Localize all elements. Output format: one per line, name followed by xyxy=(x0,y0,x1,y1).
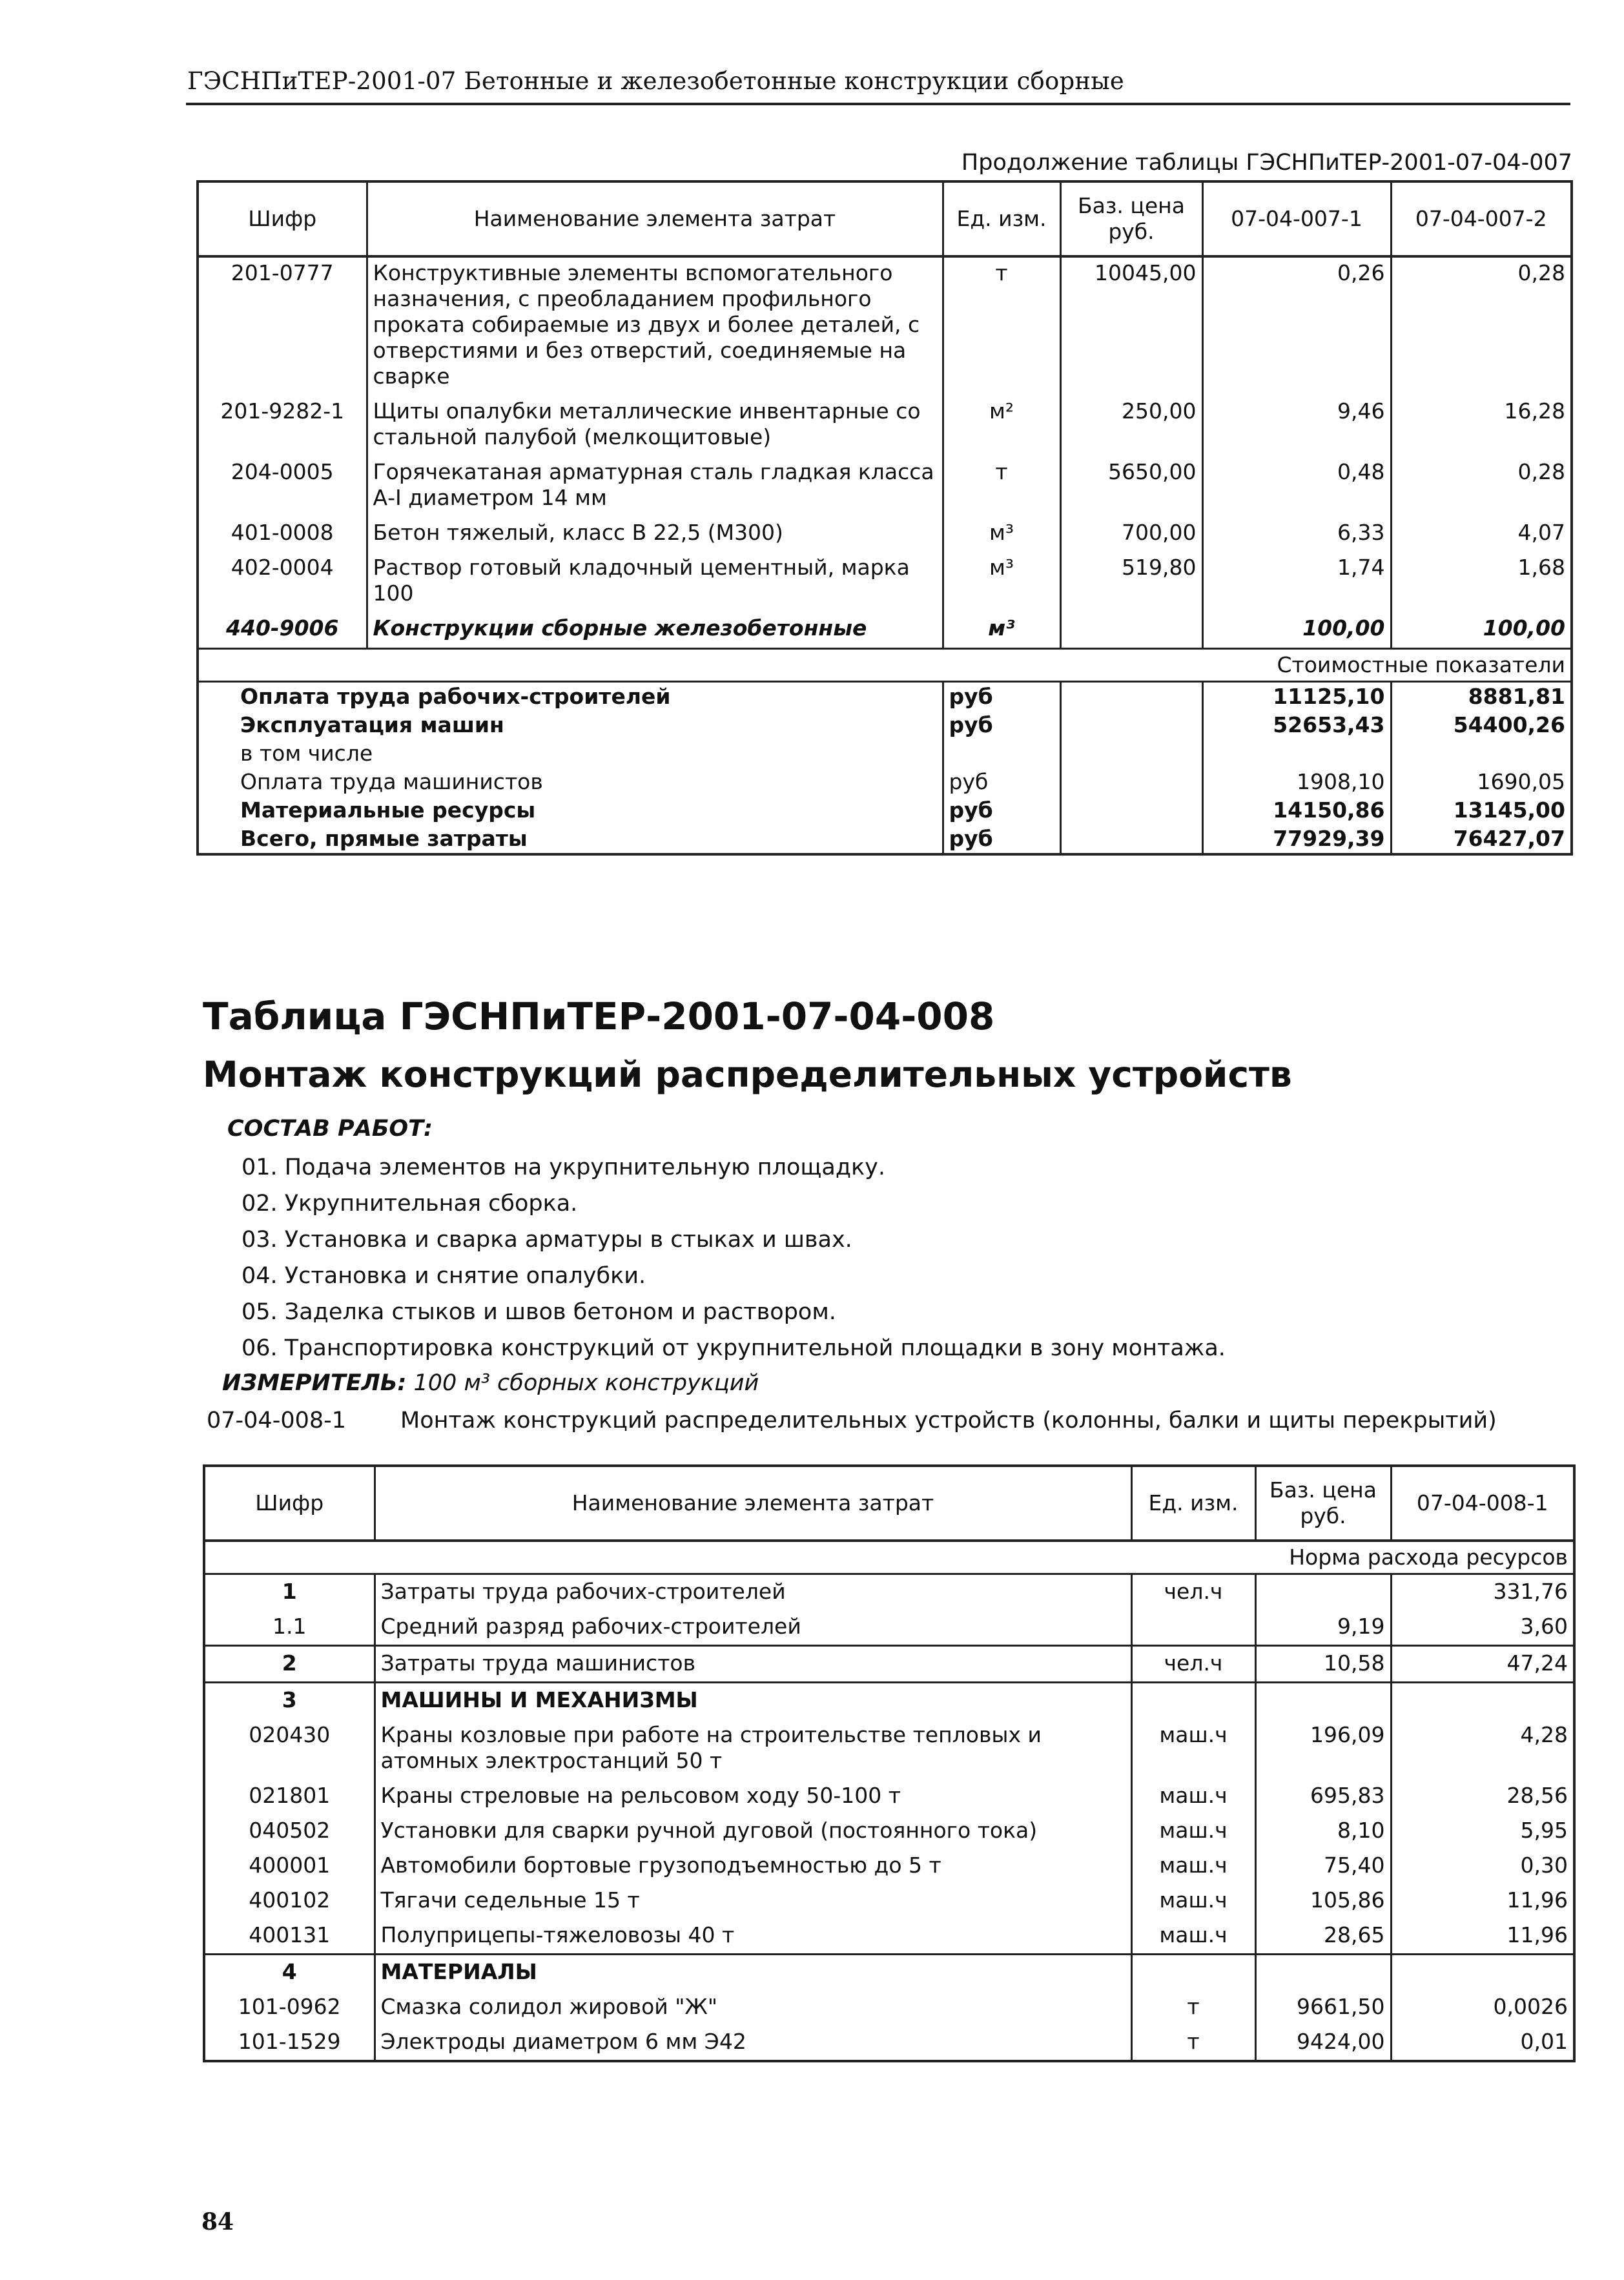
table1 xyxy=(196,180,1573,856)
resource-code: 2 xyxy=(204,1646,375,1683)
base-price: 75,40 xyxy=(1255,1849,1391,1884)
resource-name: Затраты труда машинистов xyxy=(375,1646,1131,1683)
resource-name: Краны козловые при работе на строительстве тепловых и атомных электростанций 50 т xyxy=(375,1718,1131,1779)
cost-row xyxy=(198,711,1572,739)
norm-value: 100,00 xyxy=(1391,613,1572,649)
table-row xyxy=(198,457,1572,517)
work-step: 02. Укрупнительная сборка. xyxy=(242,1191,578,1217)
unit xyxy=(1131,1955,1255,1991)
page-number: 84 xyxy=(201,2208,234,2235)
blank-cell xyxy=(204,1541,1255,1574)
unit: маш.ч xyxy=(1131,1718,1255,1779)
resource-code: 020430 xyxy=(249,1722,331,1747)
norm-value: 0,01 xyxy=(1391,2025,1574,2061)
cost-label: в том числе xyxy=(240,741,373,766)
unit: м² xyxy=(943,396,1060,457)
cost-value: 8881,81 xyxy=(1391,682,1572,712)
cost-row xyxy=(198,768,1572,796)
cost-value: 14150,86 xyxy=(1202,796,1391,825)
unit: м³ xyxy=(943,613,1060,649)
table-row xyxy=(204,1574,1574,1610)
table-row xyxy=(204,1683,1574,1719)
norm-value: 0,28 xyxy=(1391,256,1572,396)
work-step: 03. Установка и сварка арматуры в стыках и швах. xyxy=(242,1227,852,1253)
norm-value: 11,96 xyxy=(1391,1884,1574,1918)
measurement-value: 100 м³ сборных конструкций xyxy=(413,1370,759,1396)
cost-value: 11125,10 xyxy=(1202,682,1391,712)
norm-value: 0,26 xyxy=(1202,256,1391,396)
unit: руб xyxy=(943,825,1060,854)
unit: т xyxy=(1131,1990,1255,2025)
column-header: 07-04-007-2 xyxy=(1391,181,1572,256)
resource-code: 440-9006 xyxy=(226,615,339,641)
table-row xyxy=(204,1610,1574,1646)
norm-header-row xyxy=(204,1541,1574,1574)
work-composition-label: СОСТАВ РАБОТ: xyxy=(227,1116,433,1142)
cost-label: Оплата труда рабочих-строителей xyxy=(240,684,671,709)
norm-value: 0,48 xyxy=(1202,457,1391,517)
resource-code: 021801 xyxy=(249,1783,331,1808)
work-step: 06. Транспортировка конструкций от укрупнительной площадки в зону монтажа. xyxy=(242,1335,1226,1361)
norm-value: 1,74 xyxy=(1202,552,1391,613)
unit: м³ xyxy=(943,517,1060,552)
norm-description: Монтаж конструкций распределительных устройств (колонны, балки и щиты перекрытий) xyxy=(400,1408,1497,1433)
table-row xyxy=(204,1814,1574,1849)
resource-name: Электроды диаметром 6 мм Э42 xyxy=(375,2025,1131,2061)
cost-header: Стоимостные показатели xyxy=(1202,649,1572,682)
measurement-unit xyxy=(222,1370,759,1396)
resource-code: 400131 xyxy=(249,1922,331,1947)
unit: т xyxy=(1131,2025,1255,2061)
base-price: 9,19 xyxy=(1255,1610,1391,1646)
cost-value xyxy=(1202,739,1391,768)
base-price xyxy=(1255,1955,1391,1991)
cost-label: Всего, прямые затраты xyxy=(240,826,528,851)
table-title: Таблица ГЭСНПиТЕР-2001-07-04-008 xyxy=(203,994,995,1038)
table-row xyxy=(204,2025,1574,2061)
column-header: Ед. изм. xyxy=(943,181,1060,256)
header-rule xyxy=(186,103,1570,105)
table-row xyxy=(204,1779,1574,1814)
work-steps-list xyxy=(242,1149,1226,1366)
unit: т xyxy=(943,256,1060,396)
resource-code: 201-9282-1 xyxy=(220,398,345,424)
resource-name: Автомобили бортовые грузоподъемностью до 5 т xyxy=(375,1849,1131,1884)
resource-name: Установки для сварки ручной дуговой (постоянного тока) xyxy=(375,1814,1131,1849)
base-price xyxy=(1255,1683,1391,1719)
work-step: 01. Подача элементов на укрупнительную площадку. xyxy=(242,1155,886,1180)
unit xyxy=(943,739,1060,768)
unit: руб xyxy=(943,768,1060,796)
unit: маш.ч xyxy=(1131,1918,1255,1955)
unit: м³ xyxy=(943,552,1060,613)
resource-code: 401-0008 xyxy=(231,520,334,545)
resource-name: Средний разряд рабочих-строителей xyxy=(375,1610,1131,1646)
blank-cell xyxy=(1060,739,1202,768)
resource-code: 4 xyxy=(204,1955,375,1991)
resource-code: 402-0004 xyxy=(231,555,334,580)
base-price: 10,58 xyxy=(1255,1646,1391,1683)
base-price: 250,00 xyxy=(1060,396,1202,457)
blank-cell xyxy=(1060,682,1202,712)
table-row xyxy=(198,396,1572,457)
column-header: Наименование элемента затрат xyxy=(375,1466,1131,1541)
cost-value: 52653,43 xyxy=(1202,711,1391,739)
resource-name: Конструктивные элементы вспомогательного назначения, с преобладанием профильного проката собираемые из двух и более деталей, с отверстиями и без отверстий, соединяемые на сварке xyxy=(367,256,943,396)
resource-code: 1 xyxy=(282,1579,297,1604)
table-subtitle: Монтаж конструкций распределительных устройств xyxy=(203,1054,1292,1095)
table-row xyxy=(204,1990,1574,2025)
column-header: Баз. цена руб. xyxy=(1255,1466,1391,1541)
table-row xyxy=(204,1718,1574,1779)
resource-name: Смазка солидол жировой "Ж" xyxy=(375,1990,1131,2025)
table2 xyxy=(203,1464,1576,2062)
cost-label: Материальные ресурсы xyxy=(240,797,536,823)
norm-value: 4,07 xyxy=(1391,517,1572,552)
unit: чел.ч xyxy=(1131,1646,1255,1683)
norm-value: 5,95 xyxy=(1391,1814,1574,1849)
column-header: Наименование элемента затрат xyxy=(367,181,943,256)
norm-value: 0,28 xyxy=(1391,457,1572,517)
unit: руб xyxy=(943,711,1060,739)
cost-value: 54400,26 xyxy=(1391,711,1572,739)
base-price: 695,83 xyxy=(1255,1779,1391,1814)
cost-value: 77929,39 xyxy=(1202,825,1391,854)
unit: руб xyxy=(943,682,1060,712)
norm-header: Норма расхода ресурсов xyxy=(1255,1541,1574,1574)
resource-code: 204-0005 xyxy=(231,459,334,484)
base-price: 196,09 xyxy=(1255,1718,1391,1779)
unit xyxy=(1131,1610,1255,1646)
cost-row xyxy=(198,682,1572,712)
norm-value: 0,0026 xyxy=(1391,1990,1574,2025)
table-row xyxy=(204,1646,1574,1683)
resource-code: 201-0777 xyxy=(231,260,334,285)
resource-code: 400102 xyxy=(249,1887,331,1913)
norm-value: 47,24 xyxy=(1391,1646,1574,1683)
table-row xyxy=(198,613,1572,649)
base-price: 700,00 xyxy=(1060,517,1202,552)
base-price xyxy=(1060,613,1202,649)
blank-cell xyxy=(198,649,1202,682)
resource-code: 3 xyxy=(204,1683,375,1719)
cost-header-row xyxy=(198,649,1572,682)
table2-header-row xyxy=(204,1466,1574,1541)
resource-name: Затраты труда рабочих-строителей xyxy=(375,1574,1131,1610)
resource-code: 1.1 xyxy=(272,1614,307,1639)
unit: чел.ч xyxy=(1131,1574,1255,1610)
column-header: Баз. цена руб. xyxy=(1060,181,1202,256)
base-price: 519,80 xyxy=(1060,552,1202,613)
resource-name: Горячекатаная арматурная сталь гладкая класса А-I диаметром 14 мм xyxy=(367,457,943,517)
unit: маш.ч xyxy=(1131,1884,1255,1918)
norm-value: 1,68 xyxy=(1391,552,1572,613)
resource-code: 101-1529 xyxy=(238,2029,341,2054)
cost-row xyxy=(198,796,1572,825)
base-price: 9424,00 xyxy=(1255,2025,1391,2061)
resource-name: Краны стреловые на рельсовом ходу 50-100 т xyxy=(375,1779,1131,1814)
table-row xyxy=(198,517,1572,552)
blank-cell xyxy=(1060,796,1202,825)
resource-code: 101-0962 xyxy=(238,1994,341,2019)
cost-value: 1908,10 xyxy=(1202,768,1391,796)
table-row xyxy=(204,1918,1574,1955)
norm-value: 11,96 xyxy=(1391,1918,1574,1955)
resource-name: Раствор готовый кладочный цементный, марка 100 xyxy=(367,552,943,613)
cost-value: 1690,05 xyxy=(1391,768,1572,796)
base-price: 10045,00 xyxy=(1060,256,1202,396)
cost-label: Эксплуатация машин xyxy=(240,712,504,737)
cost-value xyxy=(1391,739,1572,768)
blank-cell xyxy=(1060,711,1202,739)
norm-value: 3,60 xyxy=(1391,1610,1574,1646)
table-row xyxy=(198,552,1572,613)
column-header: 07-04-007-1 xyxy=(1202,181,1391,256)
resource-code: 040502 xyxy=(249,1818,331,1843)
resource-name: Щиты опалубки металлические инвентарные со стальной палубой (мелкощитовые) xyxy=(367,396,943,457)
norm-code: 07-04-008-1 xyxy=(207,1408,347,1433)
norm-value: 4,28 xyxy=(1391,1718,1574,1779)
norm-value: 9,46 xyxy=(1202,396,1391,457)
base-price: 9661,50 xyxy=(1255,1990,1391,2025)
cost-label: Оплата труда машинистов xyxy=(240,769,543,794)
unit: маш.ч xyxy=(1131,1814,1255,1849)
unit: маш.ч xyxy=(1131,1849,1255,1884)
norm-value xyxy=(1391,1683,1574,1719)
table1-caption: Продолжение таблицы ГЭСНПиТЕР-2001-07-04-007 xyxy=(961,150,1572,176)
table1-header-row xyxy=(198,181,1572,256)
norm-value: 331,76 xyxy=(1391,1574,1574,1610)
resource-name: Конструкции сборные железобетонные xyxy=(367,613,943,649)
resource-name: МАТЕРИАЛЫ xyxy=(375,1955,1131,1991)
measurement-label: ИЗМЕРИТЕЛЬ: xyxy=(222,1370,407,1396)
resource-name: Полуприцепы-тяжеловозы 40 т xyxy=(375,1918,1131,1955)
unit xyxy=(1131,1683,1255,1719)
table-row xyxy=(198,256,1572,396)
base-price xyxy=(1255,1574,1391,1610)
norm-value xyxy=(1391,1955,1574,1991)
blank-cell xyxy=(1060,768,1202,796)
norm-value: 28,56 xyxy=(1391,1779,1574,1814)
base-price: 8,10 xyxy=(1255,1814,1391,1849)
base-price: 28,65 xyxy=(1255,1918,1391,1955)
column-header: 07-04-008-1 xyxy=(1391,1466,1574,1541)
cost-value: 13145,00 xyxy=(1391,796,1572,825)
unit: руб xyxy=(943,796,1060,825)
table-row xyxy=(204,1955,1574,1991)
table-row xyxy=(204,1849,1574,1884)
cost-row xyxy=(198,739,1572,768)
column-header: Шифр xyxy=(198,181,367,256)
cost-row xyxy=(198,825,1572,854)
base-price: 5650,00 xyxy=(1060,457,1202,517)
norm-value: 6,33 xyxy=(1202,517,1391,552)
resource-code: 400001 xyxy=(249,1853,331,1878)
norm-value: 0,30 xyxy=(1391,1849,1574,1884)
work-step: 05. Заделка стыков и швов бетоном и раствором. xyxy=(242,1299,836,1325)
column-header: Ед. изм. xyxy=(1131,1466,1255,1541)
table-row xyxy=(204,1884,1574,1918)
base-price: 105,86 xyxy=(1255,1884,1391,1918)
unit: т xyxy=(943,457,1060,517)
unit: маш.ч xyxy=(1131,1779,1255,1814)
blank-cell xyxy=(1060,825,1202,854)
resource-name: Тягачи седельные 15 т xyxy=(375,1884,1131,1918)
resource-name: МАШИНЫ И МЕХАНИЗМЫ xyxy=(375,1683,1131,1719)
cost-value: 76427,07 xyxy=(1391,825,1572,854)
work-step: 04. Установка и снятие опалубки. xyxy=(242,1263,646,1289)
norm-value: 100,00 xyxy=(1202,613,1391,649)
norm-value: 16,28 xyxy=(1391,396,1572,457)
running-header: ГЭСНПиТЕР-2001-07 Бетонные и железобетонные конструкции сборные xyxy=(187,67,1124,95)
column-header: Шифр xyxy=(204,1466,375,1541)
resource-name: Бетон тяжелый, класс В 22,5 (М300) xyxy=(367,517,943,552)
